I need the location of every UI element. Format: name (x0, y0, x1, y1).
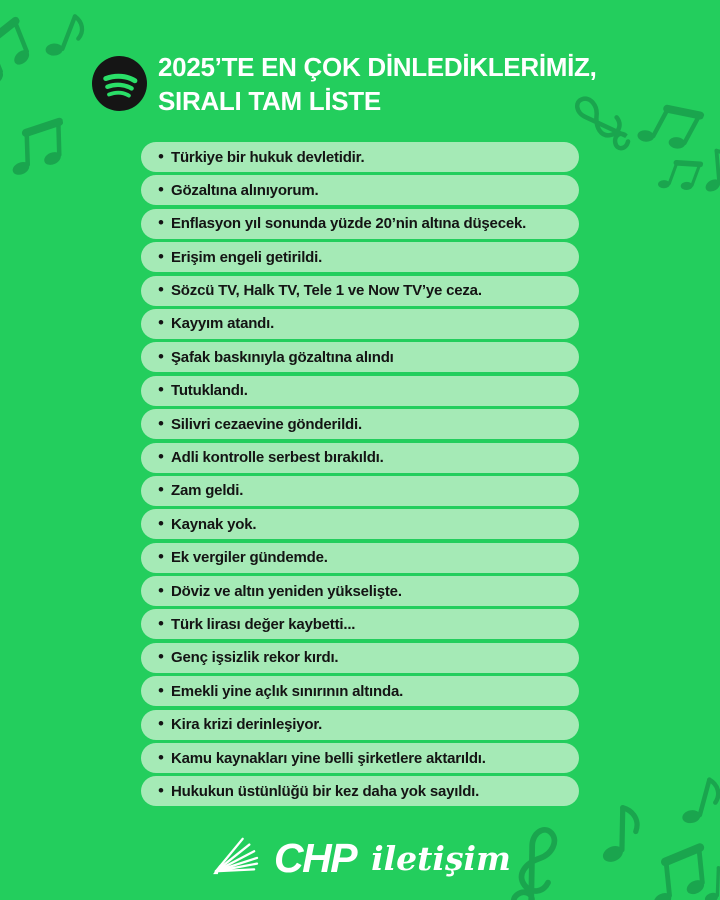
list-item-text: Genç işsizlik rekor kırdı. (171, 649, 339, 667)
iletisim-wordmark: iletişim (371, 838, 511, 878)
list-item-text: Gözaltına alınıyorum. (171, 181, 319, 199)
bullet-icon: • (158, 246, 164, 266)
list-item (141, 309, 579, 339)
list-item (141, 376, 579, 406)
list-item (141, 409, 579, 439)
bullet-icon: • (158, 613, 164, 633)
title-line-1: 2025’TE EN ÇOK DİNLEDİKLERİMİZ, (158, 52, 597, 82)
music-note-icon (42, 2, 92, 66)
bullet-icon: • (158, 647, 164, 667)
list-item (141, 743, 579, 773)
list-item-text: Döviz ve altın yeniden yükselişte. (171, 582, 402, 600)
list-item (141, 676, 579, 706)
list-item-text: Hukukun üstünlüğü bir kez daha yok sayıldı. (171, 782, 480, 800)
bullet-icon: • (158, 313, 164, 333)
bullet-icon: • (158, 146, 164, 166)
list-item-text: Zam geldi. (171, 482, 244, 500)
spotify-icon (92, 56, 147, 111)
list-item-text: Kayyım atandı. (171, 315, 275, 333)
bullet-icon: • (158, 179, 164, 199)
bullet-icon: • (158, 580, 164, 600)
bullet-icon: • (158, 346, 164, 366)
list-item (141, 209, 579, 239)
list-item (141, 476, 579, 506)
footer-brand (0, 828, 720, 888)
bullet-icon: • (158, 380, 164, 400)
list-item-text: Emekli yine açlık sınırının altında. (171, 682, 404, 700)
page-title (158, 50, 597, 118)
list-item-text: Şafak baskınıyla gözaltına alındı (171, 348, 394, 366)
bullet-icon: • (158, 547, 164, 567)
chp-rays-icon (209, 835, 263, 877)
bullet-icon: • (158, 513, 164, 533)
list-item-text: Enflasyon yıl sonunda yüzde 20’nin altına düşecek. (171, 215, 527, 233)
bullet-icon: • (158, 747, 164, 767)
bullet-icon: • (158, 280, 164, 300)
list-item-text: Tutuklandı. (171, 382, 248, 400)
list-item (141, 776, 579, 806)
list-item (141, 576, 579, 606)
chp-wordmark: CHP (274, 834, 357, 881)
list-item (141, 342, 579, 372)
bullet-icon: • (158, 680, 164, 700)
list-item (141, 710, 579, 740)
list-item-text: Ek vergiler gündemde. (171, 549, 328, 567)
list-item-text: Kamu kaynakları yine belli şirketlere aktarıldı. (171, 749, 486, 767)
list-item-text: Türk lirası değer kaybetti... (171, 615, 356, 633)
list-item-text: Erişim engeli getirildi. (171, 248, 323, 266)
beamed-note-icon (0, 14, 41, 89)
list-item-text: Türkiye bir hukuk devletidir. (171, 148, 365, 166)
bullet-icon: • (158, 447, 164, 467)
list-item (141, 242, 579, 272)
list-item (141, 543, 579, 573)
music-note-icon (679, 767, 720, 830)
list-item-text: Adli kontrolle serbest bırakıldı. (171, 449, 384, 467)
list-item-text: Silivri cezaevine gönderildi. (171, 415, 362, 433)
bullet-icon: • (158, 413, 164, 433)
list-item (141, 142, 579, 172)
bullet-icon: • (158, 480, 164, 500)
list-item (141, 443, 579, 473)
headline-list (141, 142, 579, 806)
list-item-text: Kira krizi derinleşiyor. (171, 716, 323, 734)
list-item (141, 509, 579, 539)
beamed-note-icon (4, 114, 69, 178)
list-item (141, 276, 579, 306)
list-item (141, 609, 579, 639)
bullet-icon: • (158, 213, 164, 233)
list-item-text: Kaynak yok. (171, 515, 257, 533)
bullet-icon: • (158, 780, 164, 800)
bullet-icon: • (158, 714, 164, 734)
list-item (141, 175, 579, 205)
title-line-2: SIRALI TAM LİSTE (158, 86, 381, 116)
list-item (141, 643, 579, 673)
list-item-text: Sözcü TV, Halk TV, Tele 1 ve Now TV’ye ceza. (171, 282, 482, 300)
